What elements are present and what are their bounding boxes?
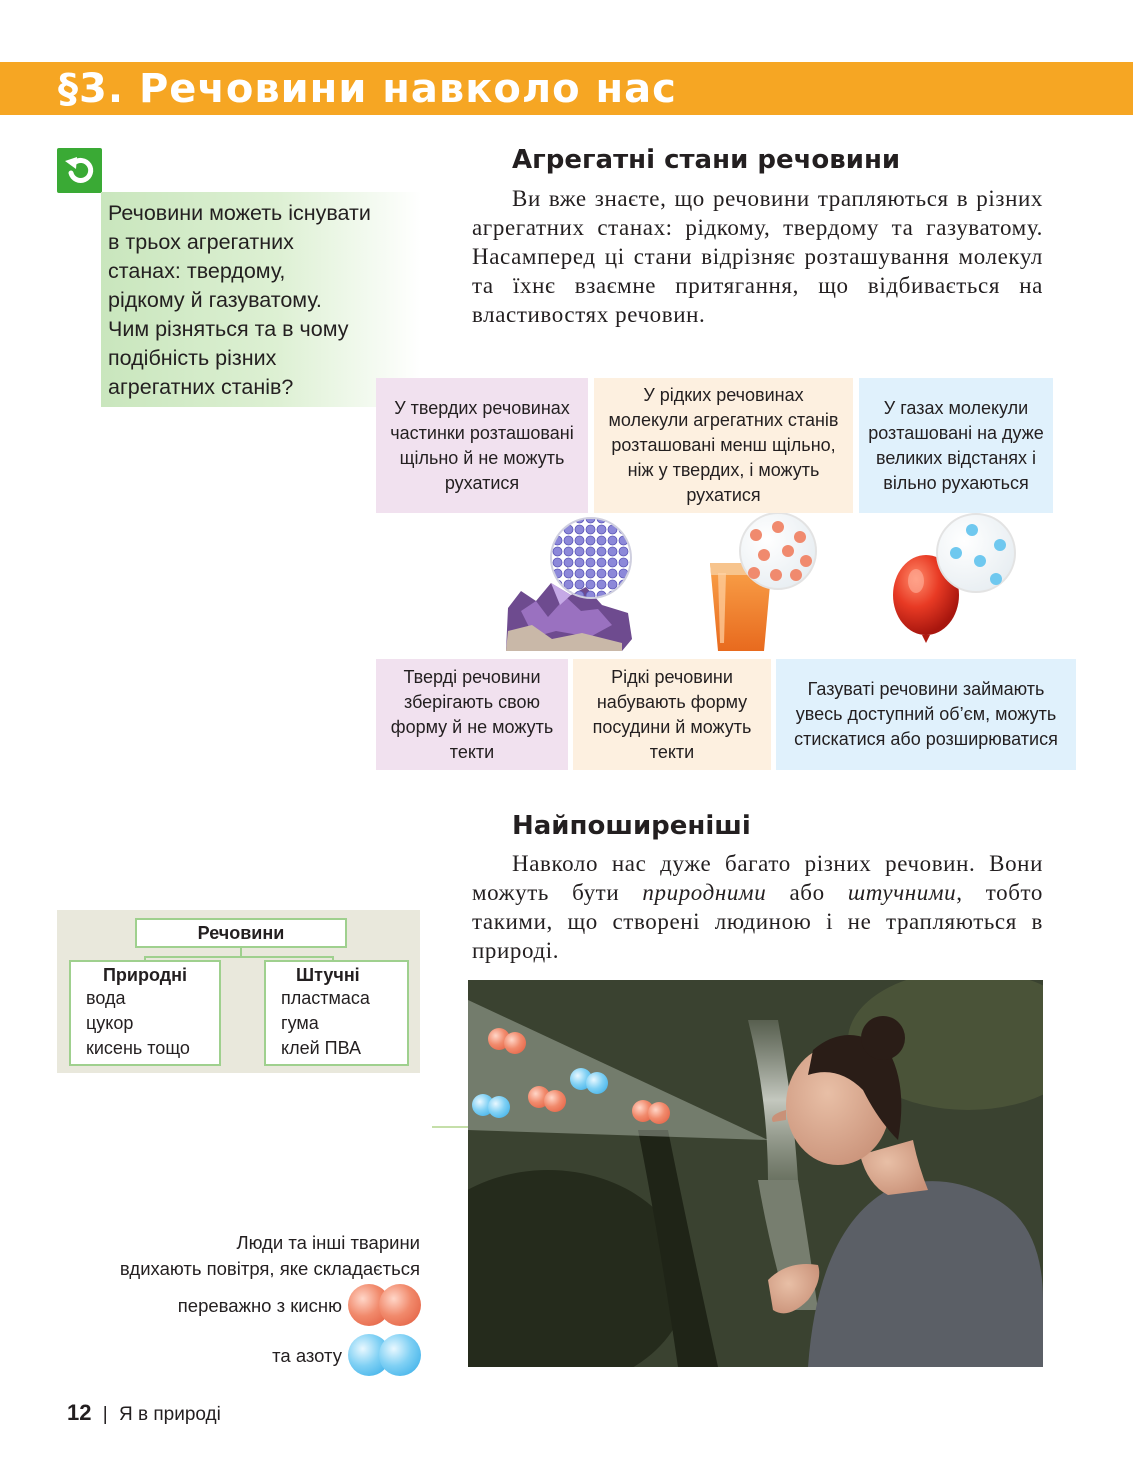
common-paragraph-text: Навколо нас дуже багато різних речовин. Вони можуть бути природними або штучними, тобто такими, що створені людиною і не трапляються в природі. (472, 851, 1043, 963)
scheme-natural-item: цукор (86, 1013, 134, 1033)
solid-lattice-icon (551, 518, 631, 598)
section-heading-states: Агрегатні стани речовини (512, 145, 901, 175)
pointer-line (432, 1126, 468, 1128)
intro-line: агрегатних станів? (108, 375, 294, 399)
footer-separator: | (102, 1404, 108, 1425)
intro-line: Чим різняться та в чому (108, 317, 349, 341)
intro-line: в трьох агрегатних (108, 230, 294, 254)
intro-line: станах: твердому, (108, 259, 286, 283)
scheme-artificial-item: клей ПВА (281, 1038, 361, 1058)
oxygen-molecule-icon (544, 1090, 566, 1112)
card-text: У рідких речовинах молекули агрегатних станів розташовані менш щільно, ніж у твердих, і можуть рухатися (608, 385, 839, 505)
scheme-natural-title: Природні (102, 965, 188, 985)
scheme-artificial-box (264, 960, 409, 1066)
page-title: §3. Речовини навколо нас (58, 66, 677, 112)
oxygen-molecule-icon (504, 1032, 526, 1054)
emphasis-natural: природними (642, 880, 767, 905)
states-paragraph (472, 184, 1043, 329)
breathing-photo-illustration (468, 980, 1043, 1367)
scheme-connector (144, 956, 334, 958)
card-liquid-particles (594, 378, 853, 513)
nitrogen-molecule-icon (488, 1096, 510, 1118)
intro-line: рідкому й газуватому. (108, 288, 322, 312)
intro-line: Речовини можеть існувати (108, 201, 371, 225)
card-gas-particles (859, 378, 1053, 513)
scheme-artificial-item: гума (281, 1013, 319, 1033)
scheme-title: Речовини (135, 918, 347, 948)
card-solid-particles (376, 378, 588, 513)
scheme-natural-item: вода (86, 988, 126, 1008)
common-paragraph (472, 849, 1043, 965)
scheme-natural-item: кисень тощо (86, 1038, 190, 1058)
oxygen-caption: переважно з кисню (177, 1295, 342, 1316)
intro-question (108, 199, 418, 402)
oxygen-molecule-icon (379, 1284, 421, 1326)
nitrogen-molecule-icon (379, 1334, 421, 1376)
card-text: У газах молекули розташовані на дуже великих відстанях і вільно рухаються (868, 397, 1044, 493)
states-paragraph-text: Ви вже знаєте, що речовини трапляються в різних агрегатних станах: рідкому, твердому та газуватому. Насамперед ці стани відрізняє розташування молекул та їхнє взаємне притягання, що відбивається на властивостях речовин. (472, 186, 1043, 327)
footer-section: Я в природі (118, 1404, 221, 1425)
repeat-arrow-icon (57, 148, 102, 193)
nitrogen-caption: та азоту (272, 1345, 342, 1366)
intro-line: подібність різних (108, 346, 277, 370)
card-gas-property (776, 659, 1076, 770)
page-number: 12 (67, 1400, 92, 1425)
oxygen-molecule-icon (648, 1102, 670, 1124)
card-text: Рідкі речовини набувають форму посудини й можуть текти (592, 666, 752, 762)
card-text: Газуваті речовини займають увесь доступний об’єм, можуть стискатися або розширюватися (794, 679, 1058, 749)
states-illustration (376, 513, 1066, 660)
amethyst-image (506, 583, 632, 651)
card-solid-property (376, 659, 568, 770)
emphasis-artificial: штучними (847, 880, 957, 905)
air-caption-line: Люди та інші тварини (236, 1232, 420, 1253)
air-caption-line: вдихають повітря, яке складається (119, 1258, 420, 1279)
page-footer (67, 1400, 221, 1426)
card-text: У твердих речовинах частинки розташовані щільно й не можуть рухатися (390, 397, 574, 493)
nitrogen-molecule-icon (586, 1072, 608, 1094)
card-liquid-property (573, 659, 771, 770)
card-text: Тверді речовини зберігають свою форму й не можуть текти (390, 666, 554, 762)
section-heading-common: Найпоширеніші (512, 811, 751, 841)
breathing-photo (468, 980, 1043, 1367)
substances-scheme (57, 910, 420, 1073)
scheme-natural-box (69, 960, 221, 1066)
scheme-artificial-title: Штучні (296, 965, 360, 985)
scheme-artificial-item: пластмаса (281, 988, 370, 1008)
